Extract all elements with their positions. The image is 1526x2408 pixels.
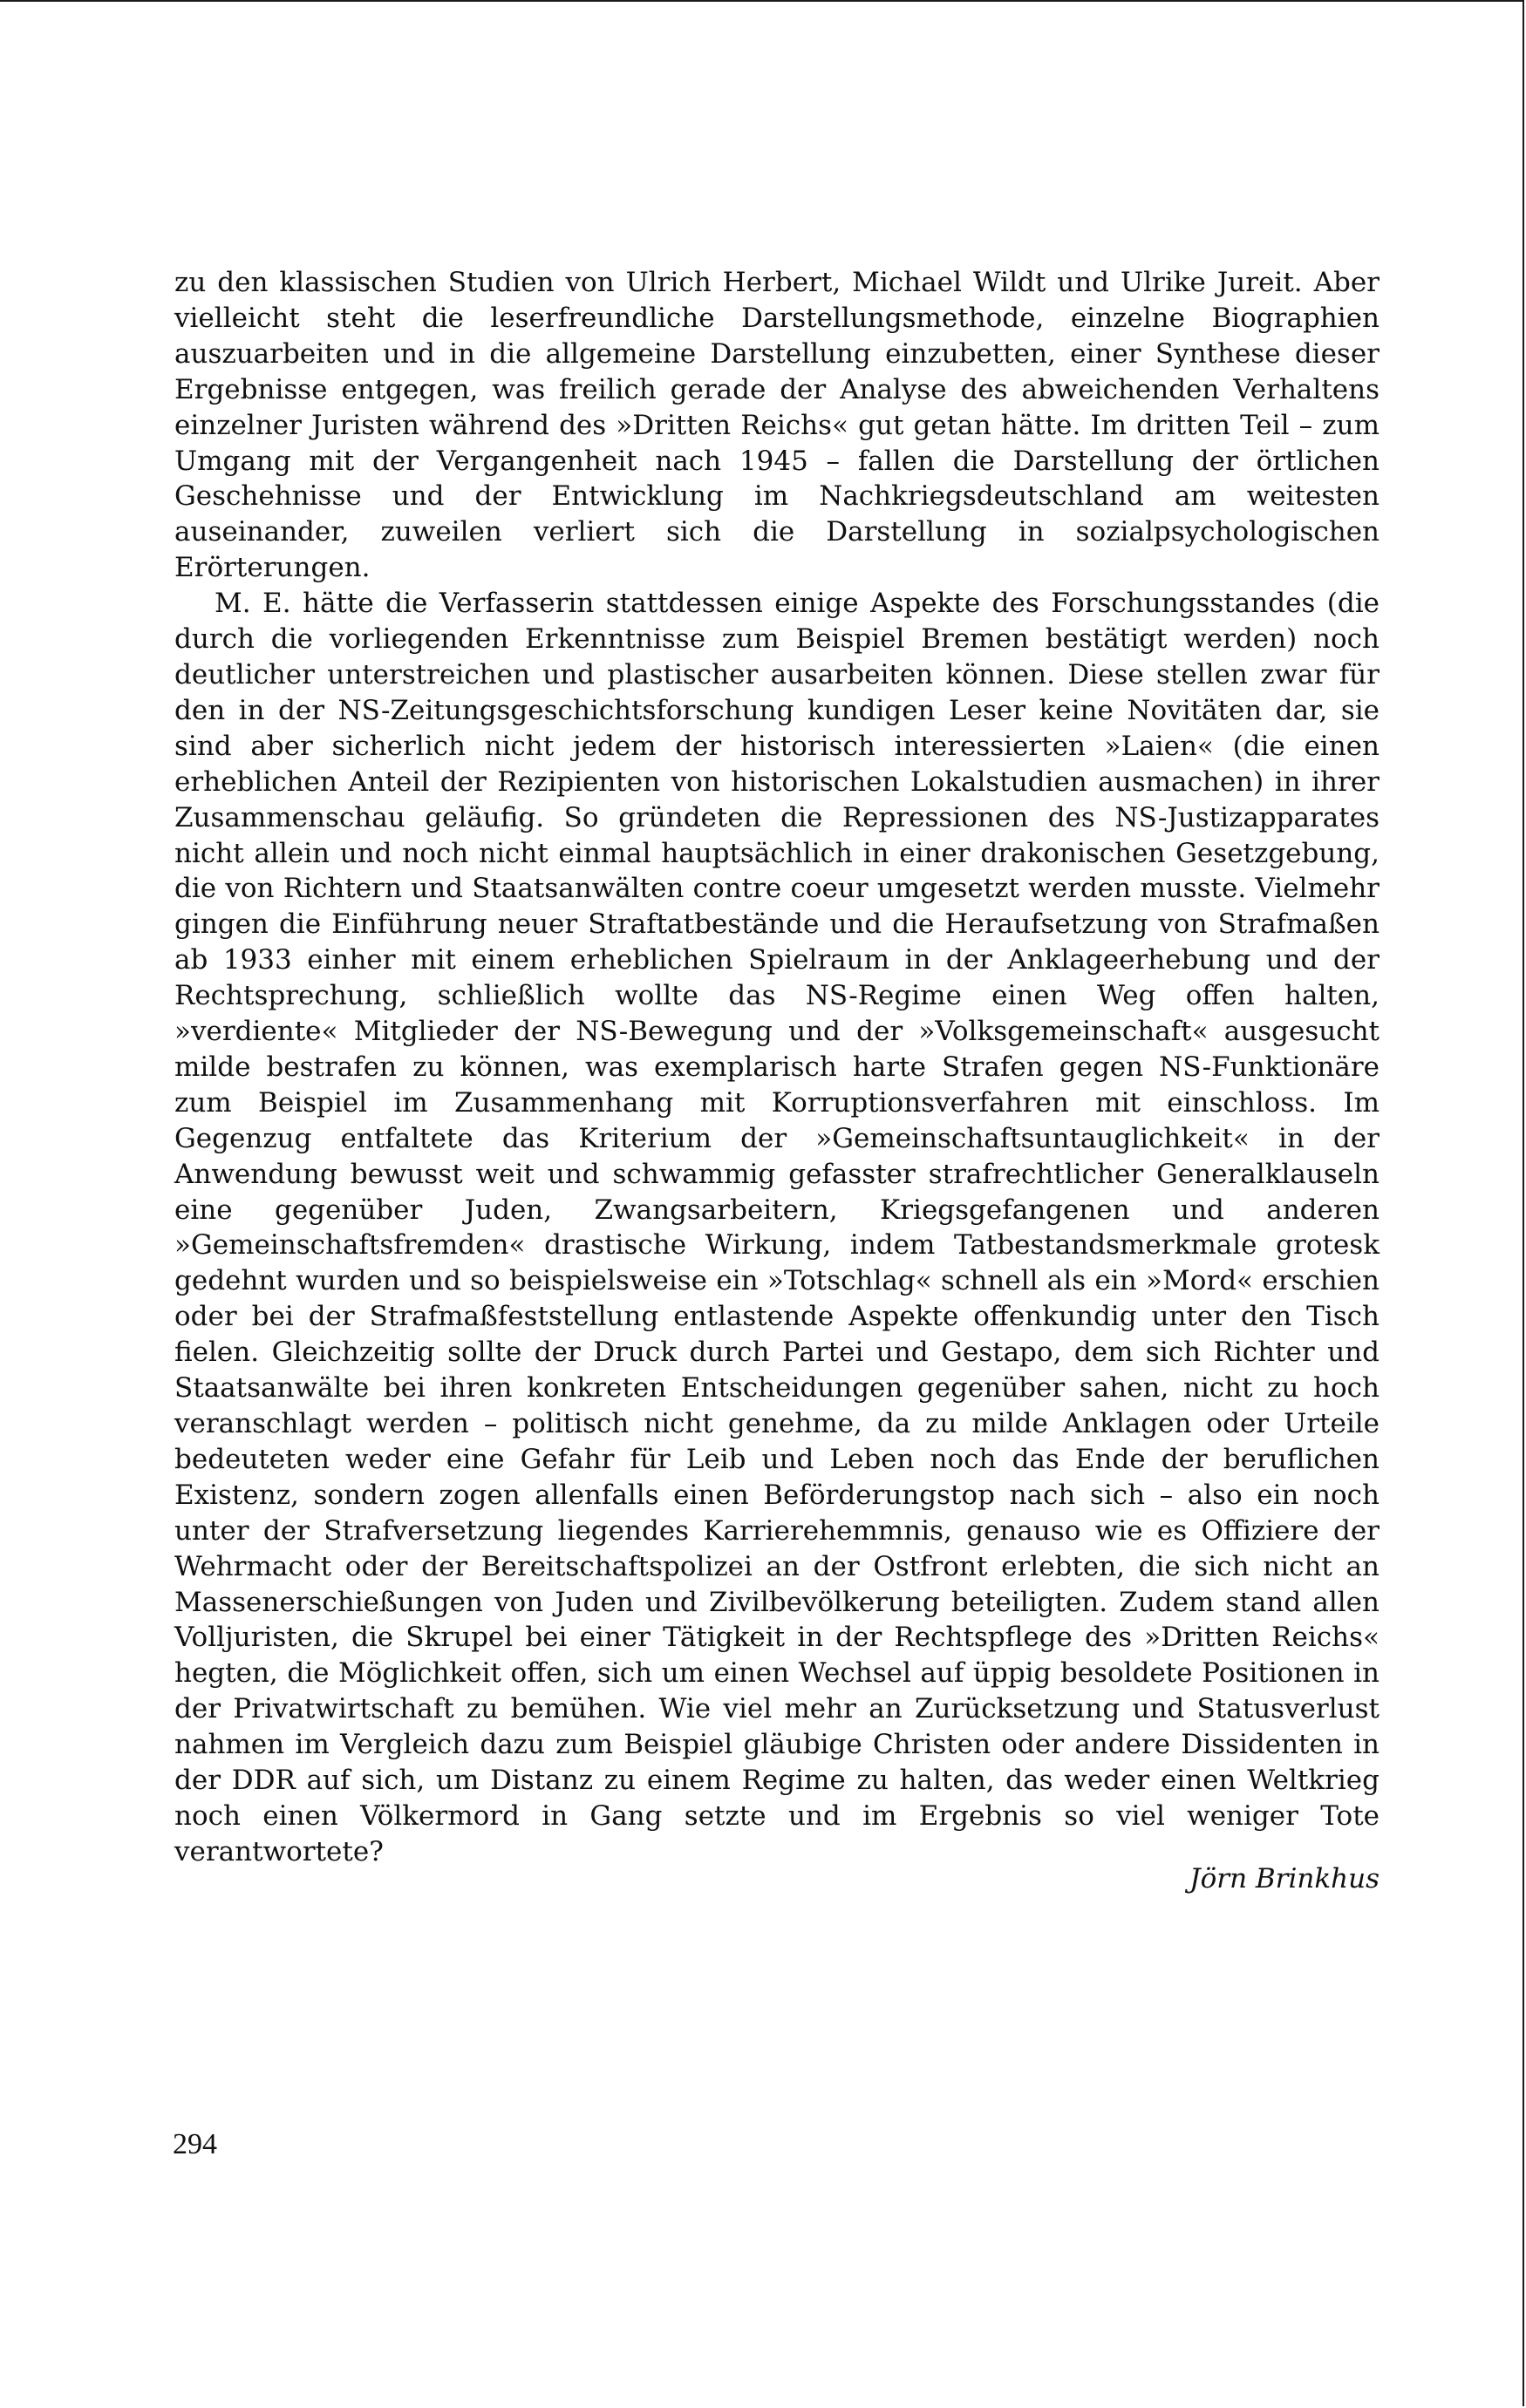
body-text xyxy=(174,265,1380,1870)
author-signature: Jörn Brinkhus xyxy=(1189,1863,1380,1894)
paragraph: M. E. hätte die Verfasserin stattdessen einige Aspekte des Forschungsstandes (die durch die vorliegenden Erkenntnisse zum Beispiel Bremen bestätigt werden) noch deutlicher unterstreichen und plastischer ausarbeiten können. Diese stellen zwar für den in der NS-Zeitungsgeschichtsforschung kundigen Leser keine Novitäten dar, sie sind aber sicherlich nicht jedem der historisch interessierten »Laien« (die einen erheblichen Anteil der Rezipienten von historischen Lokalstudien ausmachen) in ihrer Zusammenschau geläufig. So gründeten die Repressionen des NS-Justizapparates nicht allein und noch nicht einmal hauptsächlich in einer drakonischen Gesetzgebung, die von Richtern und Staatsanwälten contre coeur umgesetzt werden musste. Vielmehr gingen die Einführung neuer Straftatbestände und die Heraufsetzung von Strafmaßen ab 1933 einher mit einem erheblichen Spielraum in der Anklageerhebung und der Rechtsprechung, schließlich wollte das NS-Regime einen Weg offen halten, »verdiente« Mitglieder der NS-Bewegung und der »Volksgemeinschaft« ausgesucht milde bestrafen zu können, was exemplarisch harte Strafen gegen NS-Funktionäre zum Beispiel im Zusammenhang mit Korruptionsverfahren mit einschloss. Im Gegenzug entfaltete das Kriterium der »Gemeinschaftsuntauglichkeit« in der Anwendung bewusst weit und schwammig gefasster strafrechtlicher Generalklauseln eine gegenüber Juden, Zwangsarbeitern, Kriegsgefangenen und anderen »Gemeinschaftsfremden« drastische Wirkung, indem Tatbestandsmerkmale grotesk gedehnt wurden und so beispielsweise ein »Totschlag« schnell als ein »Mord« erschien oder bei der Strafmaßfeststellung entlastende Aspekte offenkundig unter den Tisch fielen. Gleichzeitig sollte der Druck durch Partei und Gestapo, dem sich Richter und Staatsanwälte bei ihren konkreten Entscheidungen gegenüber sahen, nicht zu hoch veranschlagt werden – politisch nicht genehme, da zu milde Anklagen oder Urteile bedeuteten weder eine Gefahr für Leib und Leben noch das Ende der beruflichen Existenz, sondern zogen allenfalls einen Beförderungstop nach sich – also ein noch unter der Strafversetzung liegendes Karrierehemmnis, genauso wie es Offiziere der Wehrmacht oder der Bereitschaftspolizei an der Ostfront erlebten, die sich nicht an Massenerschießungen von Juden und Zivilbevölkerung beteiligten. Zudem stand allen Volljuristen, die Skrupel bei einer Tätigkeit in der Rechtspflege des »Dritten Reichs« hegten, die Möglichkeit offen, sich um einen Wechsel auf üppig besoldete Positionen in der Privatwirtschaft zu bemühen. Wie viel mehr an Zurücksetzung und Statusverlust nahmen im Vergleich dazu zum Beispiel gläubige Christen oder andere Dissidenten in der DDR auf sich, um Distanz zu einem Regime zu halten, das weder einen Weltkrieg noch einen Völkermord in Gang setzte und im Ergebnis so viel weniger Tote verantwortete? xyxy=(174,588,1380,1867)
paragraph: zu den klassischen Studien von Ulrich Herbert, Michael Wildt und Ulrike Jureit. Aber vielleicht steht die leserfreundliche Darstellungsmethode, einzelne Biographien auszuarbeiten und in die allgemeine Darstellung einzubetten, einer Synthese dieser Ergebnisse entgegen, was freilich gerade der Analyse des abweichenden Verhaltens einzelner Juristen während des »Dritten Reichs« gut getan hätte. Im dritten Teil – zum Umgang mit der Vergangenheit nach 1945 – fallen die Darstellung der örtlichen Geschehnisse und der Entwicklung im Nachkriegsdeutschland am weitesten auseinander, zuweilen verliert sich die Darstellung in sozialpsychologischen Erörterungen. xyxy=(174,267,1380,584)
page-number: 294 xyxy=(173,2128,217,2160)
